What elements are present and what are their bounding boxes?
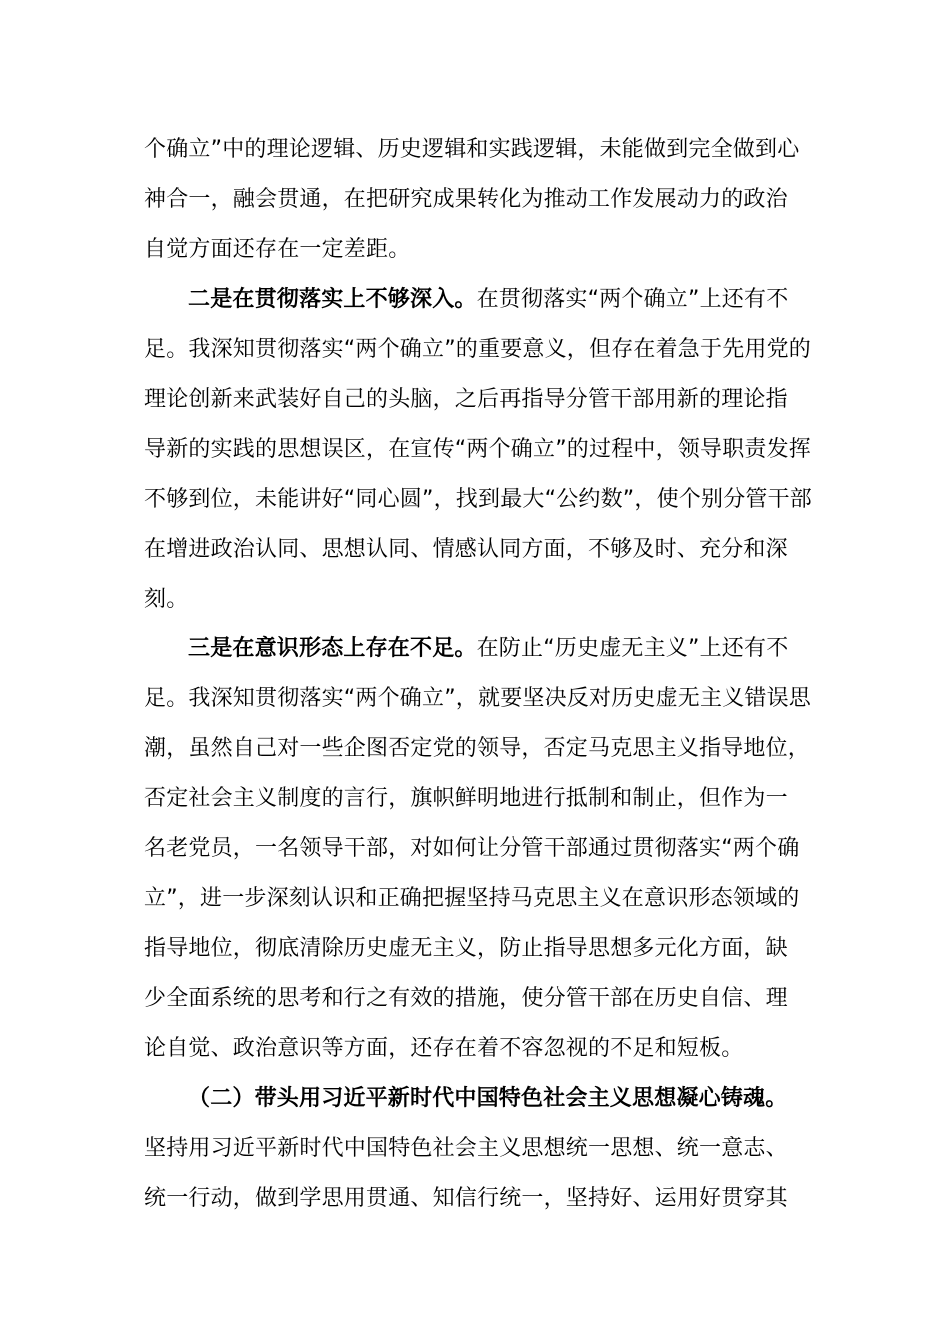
- paragraph-line: 理论创新来武装好自己的头脑，之后再指导分管干部用新的理论指: [144, 387, 788, 412]
- paragraph-line: 导新的实践的思想误区，在宣传“两个确立”的过程中，领导职责发挥: [144, 437, 811, 462]
- paragraph-first-line: [188, 275, 878, 325]
- paragraph-line: 神合一，融会贯通，在把研究成果转化为推动工作发展动力的政治: [144, 187, 788, 212]
- paragraph-line: 潮，虽然自己对一些企图否定党的领导，否定马克思主义指导地位，: [144, 736, 811, 761]
- paragraph-line: 足。我深知贯彻落实“两个确立”，就要坚决反对历史虚无主义错误思: [144, 686, 811, 711]
- paragraph-line: 统一行动，做到学思用贯通、知信行统一，坚持好、运用好贯穿其: [144, 1186, 788, 1211]
- subsection-heading: （二）带头用习近平新时代中国特色社会主义思想凝心铸魂。: [188, 1086, 788, 1111]
- paragraph-line: 否定社会主义制度的言行，旗帜鲜明地进行抵制和制止，但作为一: [144, 786, 788, 811]
- paragraph-line: 不够到位，未能讲好“同心圆”，找到最大“公约数”，使个别分管干部: [144, 487, 812, 512]
- section-heading: 三是在意识形态上存在不足。: [188, 636, 477, 661]
- paragraph-line: 在增进政治认同、思想认同、情感认同方面，不够及时、充分和深: [144, 537, 788, 562]
- paragraph-line: 少全面系统的思考和行之有效的措施，使分管干部在历史自信、理: [144, 986, 788, 1011]
- paragraph-line: 自觉方面还存在一定差距。: [144, 237, 411, 262]
- paragraph-text: 在防止“历史虚无主义”上还有不: [476, 636, 789, 661]
- paragraph-text: 在贯彻落实“两个确立”上还有不: [476, 287, 789, 312]
- paragraph-line: 名老党员，一名领导干部，对如何让分管干部通过贯彻落实“两个确: [144, 836, 800, 861]
- paragraph-line: 论自觉、政治意识等方面，还存在着不容忽视的不足和短板。: [144, 1036, 744, 1061]
- paragraph-line: 坚持用习近平新时代中国特色社会主义思想统一思想、统一意志、: [144, 1136, 788, 1161]
- paragraph-line: 个确立”中的理论逻辑、历史逻辑和实践逻辑，未能做到完全做到心: [144, 137, 800, 162]
- paragraph-line: 立”，进一步深刻认识和正确把握坚持马克思主义在意识形态领域的: [144, 886, 800, 911]
- paragraph-line: 刻。: [144, 587, 189, 612]
- section-heading: 二是在贯彻落实上不够深入。: [188, 287, 477, 312]
- paragraph-first-line: [188, 624, 878, 674]
- paragraph-line: 足。我深知贯彻落实“两个确立”的重要意义，但存在着急于先用党的: [144, 337, 811, 362]
- paragraph-line: 指导地位，彻底清除历史虚无主义，防止指导思想多元化方面，缺: [144, 936, 788, 961]
